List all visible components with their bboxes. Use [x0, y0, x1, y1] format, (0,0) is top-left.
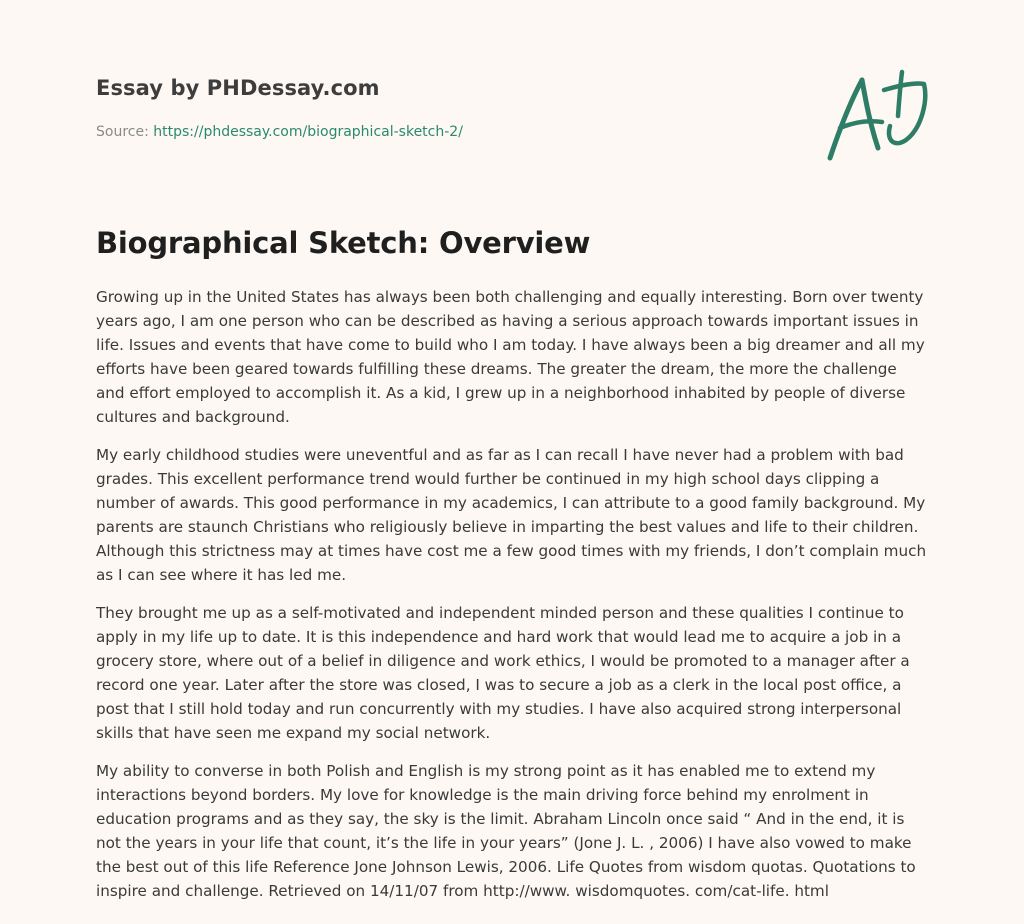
paragraph: Growing up in the United States has always been both challenging and equally interesting. Born over twenty years ago, I am one person who can be described as having a serious approach towards important issues in life. Issues and events that have come to build who I am today. I have always been a big dreamer and all my efforts have been geared towards fulfilling these dreams. The greater the dream, the more the challenge and effort employed to accomplish it. As a kid, I grew up in a neighborhood inhabited by people of diverse cultures and background. [96, 288, 925, 426]
paragraph: They brought me up as a self-motivated and independent minded person and these qualities I continue to apply in my life up to date. It is this independence and hard work that would lead me to acquire a job in a grocery store, where out of a belief in diligence and work ethics, I would be promoted to a manager after a record one year. Later after the store was closed, I was to secure a job as a clerk in the local post office, a post that I still hold today and run concurrently with my studies. I have also acquired strong interpersonal skills that have seen me expand my social network. [96, 604, 910, 742]
site-brand: Essay by PHDessay.com [96, 76, 380, 100]
source-line [96, 124, 463, 140]
article-title: Biographical Sketch: Overview [96, 226, 591, 260]
paragraph: My early childhood studies were uneventful and as far as I can recall I have never had a problem with bad grades. This excellent performance trend would further be continued in my high school days clipping a number of awards. This good performance in my academics, I can attribute to a good family background. My parents are staunch Christians who religiously believe in imparting the best values and life to their children. Although this strictness may at times have cost me a few good times with my friends, I don’t complain much as I can see where it has led me. [96, 446, 927, 584]
article-body [96, 285, 930, 917]
paragraph: My ability to converse in both Polish and English is my strong point as it has enabled me to extend my interactions beyond borders. My love for knowledge is the main driving force behind my enrolment in education programs and as they say, the sky is the limit. Abraham Lincoln once said “ And in the end, it is not the years in your life that count, it’s the life in your years” (Jone J. L. , 2006) I have also vowed to make the best out of this life Reference Jone Johnson Lewis, 2006. Life Quotes from wisdom quotas. Quotations to inspire and challenge. Retrieved on 14/11/07 from http://www. wisdomquotes. com/cat-life. html [96, 762, 916, 900]
source-link[interactable]: https://phdessay.com/biographical-sketch-2/ [153, 124, 463, 140]
a-plus-logo-icon [820, 66, 930, 166]
source-label: Source: [96, 124, 154, 140]
